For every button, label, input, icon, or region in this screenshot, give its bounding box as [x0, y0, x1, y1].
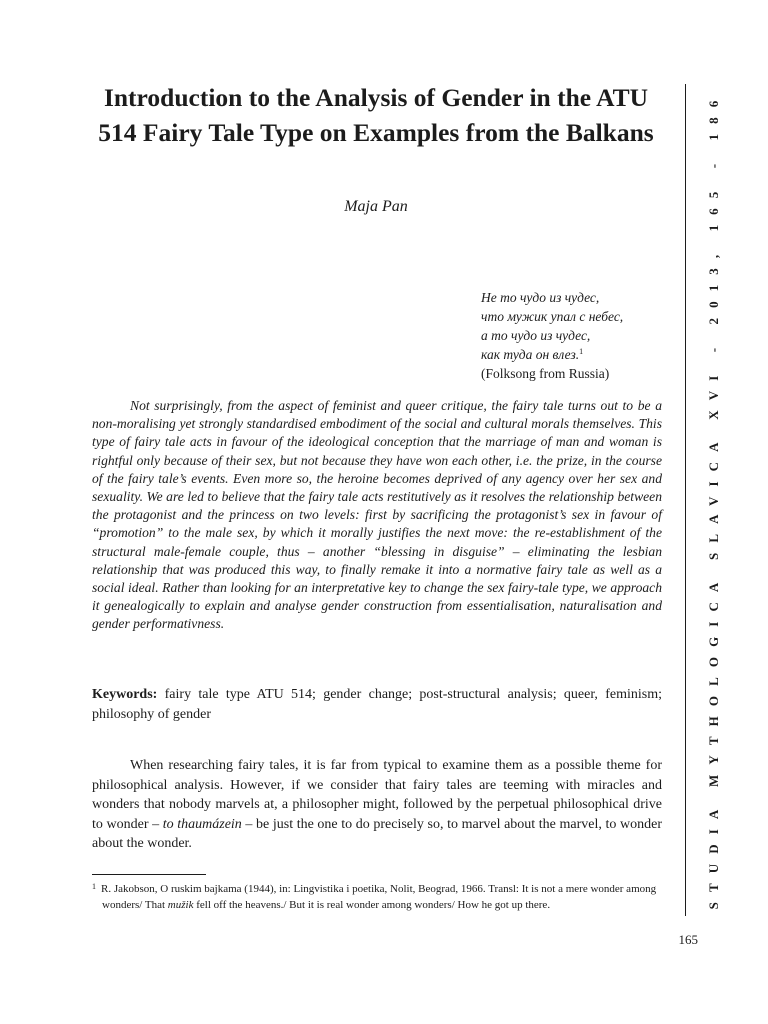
page-number: 165: [678, 932, 698, 947]
footnote-divider: [92, 874, 206, 875]
body-text-italic: to thaumázein: [162, 816, 242, 832]
epigraph: [481, 288, 623, 383]
epigraph-line-text: как туда он влез.: [481, 347, 580, 362]
body-paragraph: [92, 756, 662, 854]
journal-running-head: STUDIA MYTHOLOGICA SLAVICA XVI - 2013, 165 - 186: [706, 90, 721, 910]
article-title: Introduction to the Analysis of Gender in the ATU 514 Fairy Tale Type on Examples from the Balkans: [98, 83, 654, 147]
epigraph-source: (Folksong from Russia): [481, 366, 610, 381]
body-text-end: – be just the one to do precisely so, to marvel about the marvel, to wonder about the wonder.: [92, 816, 662, 851]
epigraph-line: Не то чудо из чудес,: [481, 290, 600, 305]
keywords: [92, 685, 662, 724]
article-author: Maja Pan: [344, 198, 408, 215]
body-text-start: When researching fairy tales, it is far from typical to examine them as a possible theme for philosophical analysis. However, if we consider that fairy tales are teeming with miracles and wonders that nobody marvels at, a philosopher might, followed by the perpetual philosophical drive to wonder –: [92, 758, 662, 832]
keywords-label: Keywords:: [92, 687, 158, 702]
footnote-text-italic: mužik: [167, 898, 194, 911]
footnote-number: 1: [92, 882, 96, 891]
footnote: [92, 879, 672, 913]
epigraph-line: что мужик упал с небес,: [481, 309, 624, 324]
footnote-text-end: fell off the heavens./ But it is real wonder among wonders/ How he got up there.: [193, 898, 551, 911]
footnote-text-start: R. Jakobson, O ruskim bajkama (1944), in: Lingvistika i poetika, Nolit, Beograd, 1966. Transl: It is not a mere wonder among wonders/ That: [101, 883, 657, 911]
epigraph-line: [481, 345, 623, 364]
side-divider: [685, 84, 686, 916]
keywords-text: fairy tale type ATU 514; gender change; post-structural analysis; queer, feminism; philosophy of gender: [92, 687, 662, 722]
epigraph-line: а то чудо из чудес,: [481, 328, 591, 343]
abstract: Not surprisingly, from the aspect of feminist and queer critique, the fairy tale turns out to be a non-moralising yet strongly standardised embodiment of the social and cultural morals themselves. This type of fairy tale acts in favour of the ideological conception that the marriage of man and woman is rightful only because of their sex, but not because they have won each other, i.e. the prize, in the course of the fairy tale’s events. Even more so, the heroine becomes deprived of any agency over her sex and sexuality. We are led to believe that the fairy tale acts restitutively as it resolves the relationship between the protagonist and the princess on two levels: first by sacrificing the protagonist’s sex in favour of “promotion” to the male sex, by which it morally justifies the next move: the re-establishment of the structural male-female couple, thus – another “blessing in disguise” – eliminating the lesbian relationship that was produced this way, to finally remake it into a normative fairy tale as well as a social ideal. Rather than looking for an interpretative key to change the sex fairy-tale type, we approach it genealogically to explain and analyse gender construction from essentialisation, naturalisation and gender performativness.: [92, 398, 662, 632]
footnote-reference[interactable]: 1: [579, 347, 584, 356]
